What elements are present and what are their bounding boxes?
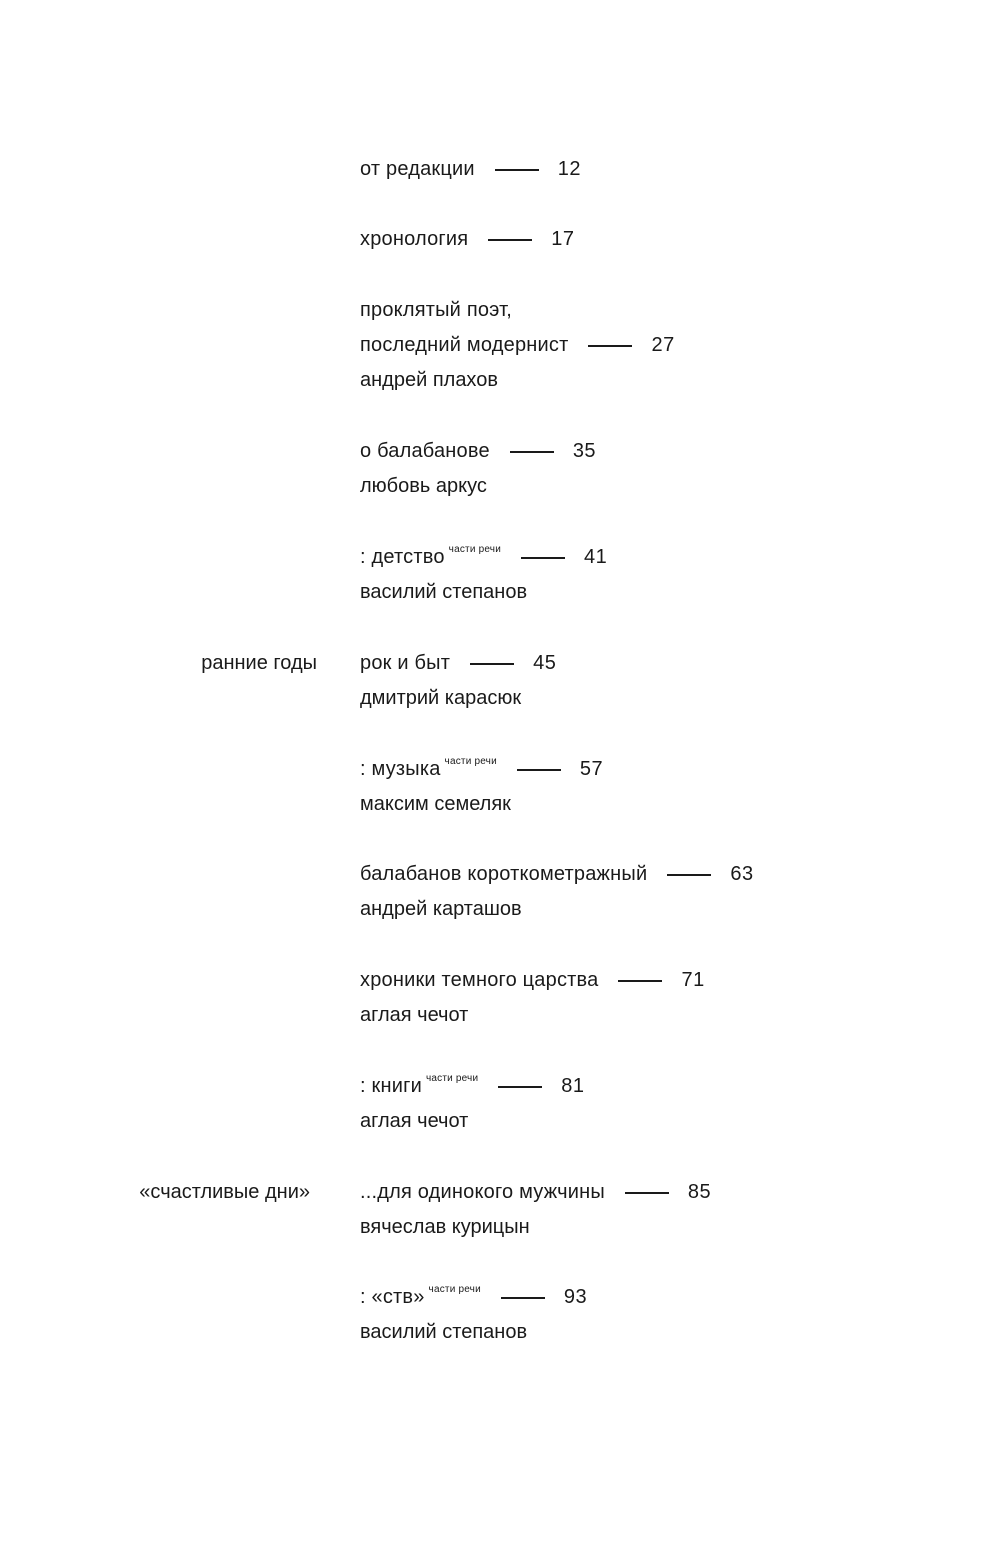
toc-entry-title-line xyxy=(360,434,960,469)
toc-entry xyxy=(360,434,960,504)
toc-entry-author: андрей плахов xyxy=(360,369,498,391)
toc-entry-title-line xyxy=(360,752,960,787)
toc-entry-rubric-superscript: части речи xyxy=(425,1073,479,1084)
toc-entry-title: балабанов короткометражный xyxy=(360,863,648,885)
leader-dash xyxy=(618,980,662,982)
toc-entry-title: : музыка xyxy=(360,758,441,780)
toc-entry-page-number: 57 xyxy=(579,758,604,780)
toc-entry-title-line xyxy=(360,540,960,575)
toc-entry-title-line xyxy=(360,1069,960,1104)
toc-entry xyxy=(360,222,960,257)
toc-entry xyxy=(360,152,960,187)
toc-entry-author: василий степанов xyxy=(360,581,528,603)
toc-entry-title: о балабанове xyxy=(360,440,490,462)
toc-entry-page-number: 12 xyxy=(557,158,581,180)
toc-entry-title-line xyxy=(360,328,960,363)
toc-entry-author: аглая чечот xyxy=(360,1004,469,1026)
toc-entry-title-line xyxy=(360,152,960,187)
toc-entry-title: : книги xyxy=(360,1075,422,1097)
toc-entry-title-line xyxy=(360,1175,960,1210)
leader-dash xyxy=(488,239,532,241)
toc-entry xyxy=(360,752,960,822)
leader-dash xyxy=(510,451,554,453)
toc-entry xyxy=(360,293,960,398)
toc-entry-title-line xyxy=(360,293,960,328)
toc-entry-page-number: 93 xyxy=(563,1286,588,1308)
toc-entry-page-number: 27 xyxy=(651,334,675,356)
toc-entry xyxy=(360,963,960,1033)
toc-entry xyxy=(360,857,960,927)
leader-dash xyxy=(517,769,561,771)
toc-entry-title: : детство xyxy=(360,546,445,568)
toc-entry-page-number: 63 xyxy=(730,863,754,885)
toc-entry-page-number: 85 xyxy=(687,1181,712,1203)
leader-dash xyxy=(501,1297,545,1299)
toc-entry xyxy=(360,540,960,610)
toc-entry-page-number: 81 xyxy=(561,1075,585,1097)
toc-entry-author: любовь аркус xyxy=(360,475,487,497)
toc-entry-rubric-superscript: части речи xyxy=(448,544,501,555)
leader-dash xyxy=(470,663,514,665)
leader-dash xyxy=(667,874,711,876)
toc-entry-title: рок и быт xyxy=(360,652,451,674)
leader-dash xyxy=(521,557,565,559)
toc-entry-title: хроники темного царства xyxy=(360,969,599,991)
leader-dash xyxy=(495,169,539,171)
toc-entry-author: аглая чечот xyxy=(360,1110,469,1132)
toc-entry-rubric-superscript: части речи xyxy=(444,756,497,767)
leader-dash xyxy=(588,345,632,347)
toc-entry-title: последний модернист xyxy=(360,334,569,356)
leader-dash xyxy=(625,1192,669,1194)
toc-entry-title-line xyxy=(360,857,960,892)
leader-dash xyxy=(498,1086,542,1088)
toc-entry-title-first-line: проклятый поэт, xyxy=(360,299,513,321)
toc-entry-page-number: 41 xyxy=(583,546,608,568)
toc-entry-author: андрей карташов xyxy=(360,898,522,920)
toc-entry-title: от редакции xyxy=(360,158,475,180)
toc-entry-author: василий степанов xyxy=(360,1321,528,1343)
toc-entry-page-number: 71 xyxy=(681,969,705,991)
toc-entry-author: дмитрий карасюк xyxy=(360,687,522,709)
section-label-happy-days: «счастливые дни» xyxy=(139,1181,310,1203)
toc-entry-title: хронология xyxy=(360,228,469,250)
toc-entry-title-line xyxy=(360,646,960,681)
toc-entry xyxy=(360,1280,960,1350)
toc-entry xyxy=(360,1069,960,1139)
section-label-early-years: ранние годы xyxy=(201,652,317,674)
toc-entry-page-number: 45 xyxy=(533,652,557,674)
toc-entry-rubric-superscript: части речи xyxy=(428,1284,481,1295)
toc-entry-page-number: 35 xyxy=(572,440,597,462)
toc-entry-title-line xyxy=(360,222,960,257)
toc-entry-author: максим семеляк xyxy=(360,793,511,815)
toc-entry xyxy=(360,1175,960,1245)
toc-entry xyxy=(360,646,960,716)
toc-entry-author: вячеслав курицын xyxy=(360,1216,530,1238)
toc-entry-page-number: 17 xyxy=(551,228,575,250)
toc-entry-title-line xyxy=(360,963,960,998)
toc-entry-title: ...для одинокого мужчины xyxy=(360,1181,605,1203)
toc-entry-title-line xyxy=(360,1280,960,1315)
toc-entry-title: : «ств» xyxy=(360,1286,425,1308)
